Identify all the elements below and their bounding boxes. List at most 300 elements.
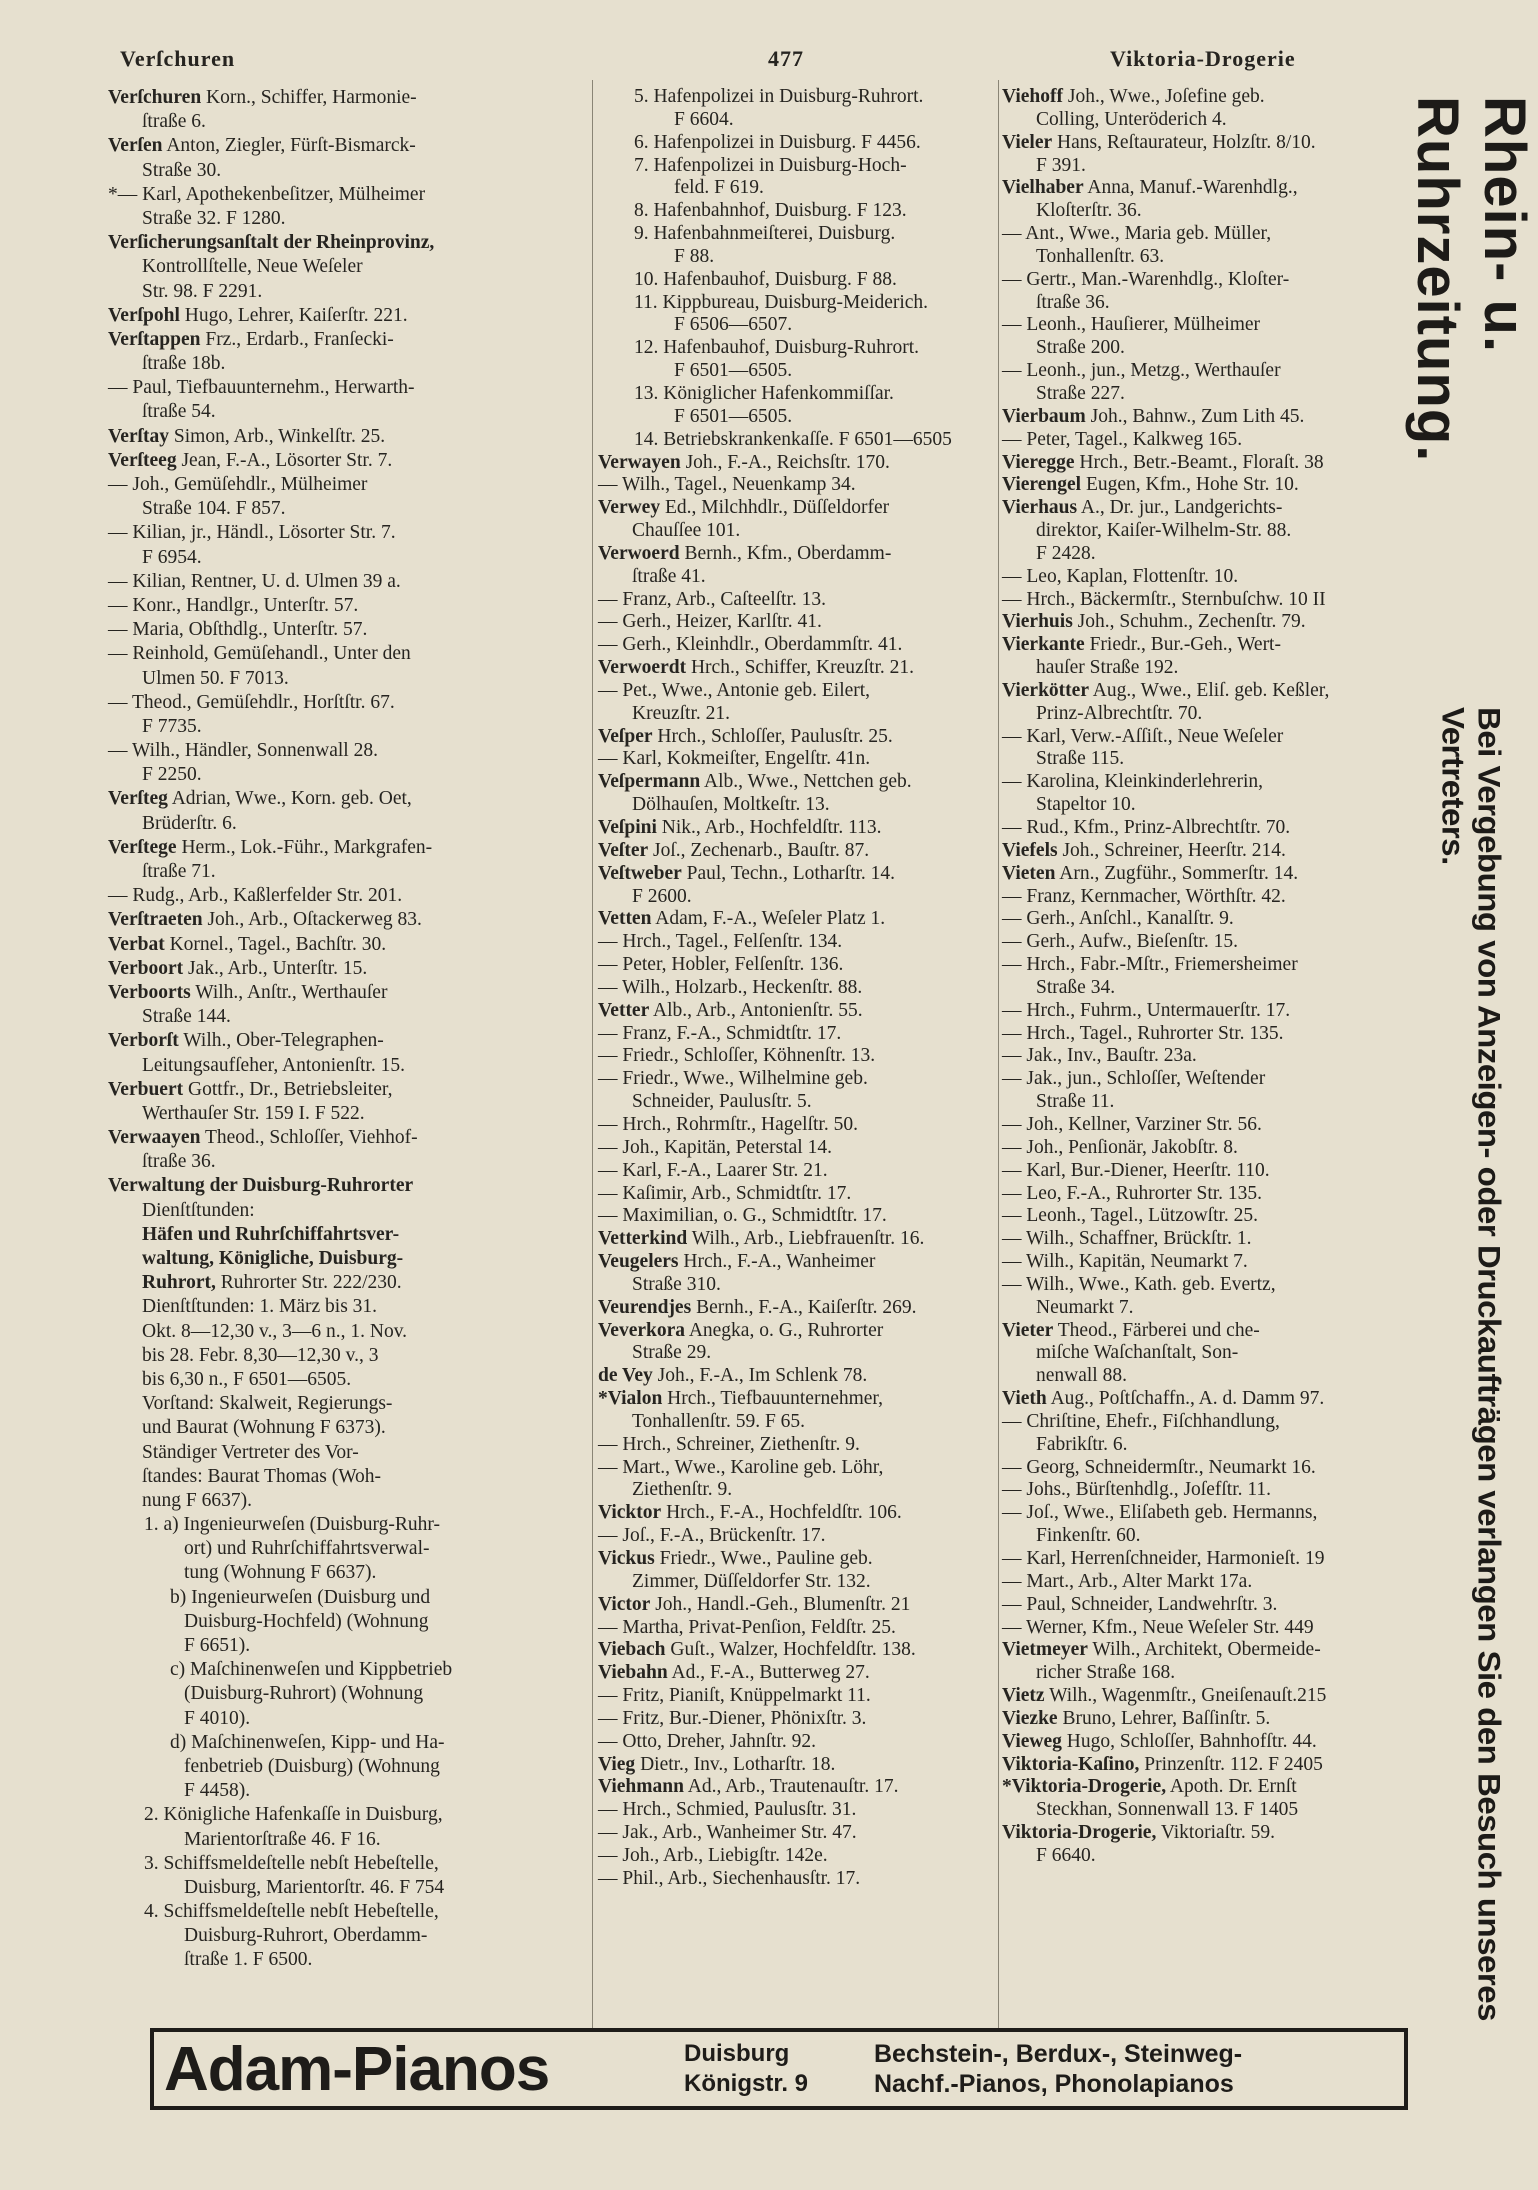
entry-details: Dienſtſtunden: xyxy=(142,1199,255,1221)
entry-details: Simon, Arb., Winkelſtr. 25. xyxy=(169,425,386,447)
directory-line xyxy=(108,1465,588,1489)
directory-line xyxy=(1002,543,1422,566)
entry-details: Hrch., F.-A., Hochfeldſtr. 106. xyxy=(661,1502,902,1524)
entry-details: Adrian, Wwe., Korn. geb. Oet, xyxy=(167,788,412,810)
directory-line xyxy=(1002,177,1422,200)
entry-details: — Gerh., Heizer, Karlſtr. 41. xyxy=(598,611,822,633)
entry-details: — Leonh., Hauſierer, Mülheimer xyxy=(1002,314,1261,336)
entry-details: — Chriſtine, Ehefr., Fiſchhandlung, xyxy=(1002,1410,1280,1432)
entry-name: Veſter xyxy=(598,839,649,861)
entry-details: ſtraße 1. F 6500. xyxy=(184,1949,313,1971)
entry-details: Joh., Arb., Oſtackerweg 83. xyxy=(202,909,422,931)
entry-details: — Reinhold, Gemüſehandl., Unter den xyxy=(108,643,411,665)
directory-line xyxy=(108,1755,588,1779)
entry-details: — Joh., Kellner, Varziner Str. 56. xyxy=(1002,1113,1262,1135)
entry-name: Verſtege xyxy=(108,836,177,858)
entry-details: Dienſtſtunden: 1. März bis 31. xyxy=(142,1296,378,1318)
directory-line xyxy=(1002,657,1422,680)
entry-name: Vieregge xyxy=(1002,451,1075,473)
directory-line xyxy=(1002,1411,1422,1434)
directory-line xyxy=(108,884,588,908)
directory-line xyxy=(1002,817,1422,840)
directory-line xyxy=(108,1876,588,1900)
directory-line xyxy=(598,657,998,680)
entry-details: Straße 11. xyxy=(1036,1091,1115,1113)
entry-details: ſtraße 41. xyxy=(632,565,706,587)
directory-line xyxy=(598,246,998,269)
directory-line xyxy=(108,1537,588,1561)
directory-line xyxy=(598,771,998,794)
directory-line xyxy=(598,1365,998,1388)
directory-line xyxy=(598,360,998,383)
directory-line xyxy=(598,1205,998,1228)
directory-line xyxy=(108,546,588,570)
entry-details: Fabrikſtr. 6. xyxy=(1036,1433,1128,1455)
entry-details: Ed., Milchhdlr., Düſſeldorfer xyxy=(660,497,890,519)
directory-line xyxy=(598,1525,998,1548)
entry-details: Straße 29. xyxy=(632,1342,712,1364)
entry-name: *Viktoria-Drogerie, xyxy=(1002,1776,1167,1798)
directory-line xyxy=(1002,360,1422,383)
directory-line xyxy=(1002,109,1422,132)
entry-details: — Theod., Gemüſehdlr., Horſtſtr. 67. xyxy=(108,691,395,713)
entry-details: Prinzenſtr. 112. F 2405 xyxy=(1139,1753,1323,1775)
directory-line xyxy=(598,611,998,634)
directory-line xyxy=(598,497,998,520)
entry-details: — Wilh., Tagel., Neuenkamp 34. xyxy=(598,474,856,496)
entry-details: Hans, Reſtaurateur, Holzſtr. 8/10. xyxy=(1052,131,1316,153)
directory-line xyxy=(1002,246,1422,269)
directory-line xyxy=(1002,1594,1422,1617)
entry-details: — Wilh., Kapitän, Neumarkt 7. xyxy=(1002,1251,1248,1273)
entry-details: — Peter, Tagel., Kalkweg 165. xyxy=(1002,428,1243,450)
entry-name: Vetter xyxy=(598,999,650,1021)
directory-line xyxy=(598,863,998,886)
entry-details: Brüderſtr. 6. xyxy=(142,812,237,834)
directory-line xyxy=(108,1731,588,1755)
entry-details: Kontrollſtelle, Neue Weſeler xyxy=(142,256,363,278)
directory-line xyxy=(1002,292,1422,315)
entry-details: Straße 144. xyxy=(142,1006,231,1028)
entry-details: Neumarkt 7. xyxy=(1036,1296,1134,1318)
directory-line xyxy=(108,1586,588,1610)
directory-line xyxy=(598,589,998,612)
directory-line xyxy=(598,817,998,840)
entry-name: Verbuert xyxy=(108,1078,184,1100)
directory-line xyxy=(1002,1502,1422,1525)
entry-details: — Franz, Arb., Caſteelſtr. 13. xyxy=(598,588,827,610)
side-ad-title: Rhein- u. Ruhrzeitung. xyxy=(1405,96,1537,463)
entry-details: — Wilh., Wwe., Kath. geb. Evertz, xyxy=(1002,1273,1276,1295)
entry-details: Tonhallenſtr. 63. xyxy=(1036,245,1165,267)
entry-details: Wilh., Anſtr., Werthauſer xyxy=(190,981,388,1003)
directory-line xyxy=(108,1803,588,1827)
entry-details: — Joſ., Wwe., Eliſabeth geb. Hermanns, xyxy=(1002,1502,1318,1524)
entry-details: Dölhauſen, Moltkeſtr. 13. xyxy=(632,794,830,816)
entry-details: 10. Hafenbauhof, Duisburg. F 88. xyxy=(634,268,897,290)
entry-name: Verſtraeten xyxy=(108,909,203,931)
entry-details: Wilh., Wagenmſtr., Gneiſenauſt.215 xyxy=(1044,1685,1327,1707)
ad-location xyxy=(684,2039,874,2099)
entry-details: Finkenſtr. 60. xyxy=(1036,1525,1141,1547)
entry-details: 2. Königliche Hafenkaſſe in Duisburg, xyxy=(144,1804,443,1826)
entry-details: — Hrch., Schreiner, Ziethenſtr. 9. xyxy=(598,1433,860,1455)
entry-details: Steckhan, Sonnenwall 13. F 1405 xyxy=(1036,1799,1299,1821)
entry-details: — Karl, Herrenſchneider, Harmonieſt. 19 xyxy=(1002,1548,1325,1569)
entry-details: Bernh., Kfm., Oberdamm- xyxy=(679,542,892,564)
directory-line xyxy=(1002,1662,1422,1685)
entry-details: Apoth. Dr. Ernſt xyxy=(1166,1776,1297,1798)
entry-details: Ad., Arb., Trautenauſtr. 17. xyxy=(683,1776,899,1798)
entry-name: waltung, Königliche, Duisburg- xyxy=(142,1248,404,1269)
entry-details: 3. Schiffsmeldeſtelle nebſt Hebeſtelle, xyxy=(144,1852,439,1874)
directory-line xyxy=(598,1548,998,1571)
entry-details: — Georg, Schneidermſtr., Neumarkt 16. xyxy=(1002,1456,1316,1478)
directory-line xyxy=(1002,1434,1422,1457)
directory-line xyxy=(108,642,588,666)
entry-details: Straße 104. F 857. xyxy=(142,498,286,520)
entry-details: — Joh., Arb., Liebigſtr. 142e. xyxy=(598,1844,828,1866)
entry-details: Straße 32. F 1280. xyxy=(142,207,286,229)
directory-line xyxy=(598,1342,998,1365)
entry-name: Verwaltung der Duisburg-Ruhrorter xyxy=(108,1175,414,1197)
directory-line xyxy=(1002,200,1422,223)
entry-name: Veverkora xyxy=(598,1319,686,1341)
directory-line xyxy=(1002,1114,1422,1137)
ad-brand: Adam-Pianos xyxy=(164,2034,550,2104)
directory-line xyxy=(108,280,588,304)
entry-details: — Hrch., Tagel., Felſenſtr. 134. xyxy=(598,931,843,953)
entry-details: ſtraße 36. xyxy=(142,1151,216,1173)
directory-line xyxy=(598,1045,998,1068)
directory-line xyxy=(1002,1708,1422,1731)
directory-line xyxy=(108,1174,588,1198)
entry-details: Straße 115. xyxy=(1036,748,1125,770)
directory-line xyxy=(108,1368,588,1392)
entry-details: — Franz, Kernmacher, Wörthſtr. 42. xyxy=(1002,885,1286,907)
directory-line xyxy=(108,570,588,594)
directory-line xyxy=(1002,863,1422,886)
entry-details: Prinz-Albrechtſtr. 70. xyxy=(1036,702,1203,724)
directory-line xyxy=(108,1416,588,1440)
entry-details: Straße 34. xyxy=(1036,976,1116,998)
entry-name: Veurendjes xyxy=(598,1296,692,1318)
directory-line xyxy=(108,1271,588,1295)
entry-details: Okt. 8—12,30 v., 3—6 n., 1. Nov. xyxy=(142,1320,408,1342)
directory-line xyxy=(598,1068,998,1091)
entry-details: — Karl, Verw.-Aſſiſt., Neue Weſeler xyxy=(1002,725,1284,747)
directory-line xyxy=(108,449,588,473)
directory-line xyxy=(108,1707,588,1731)
entry-name: Vieter xyxy=(1002,1319,1054,1341)
directory-line xyxy=(108,836,588,860)
entry-details: — Jak., jun., Schloſſer, Weſtender xyxy=(1002,1068,1266,1090)
entry-details: — Leonh., Tagel., Lützowſtr. 25. xyxy=(1002,1205,1259,1227)
directory-line xyxy=(1002,155,1422,178)
entry-details: — Otto, Dreher, Jahnſtr. 92. xyxy=(598,1730,817,1752)
entry-details: Arn., Zugführ., Sommerſtr. 14. xyxy=(1055,862,1299,884)
entry-details: F 88. xyxy=(674,245,715,267)
entry-details: F 7735. xyxy=(142,715,202,737)
directory-line xyxy=(598,474,998,497)
entry-details: Joh., Schuhm., Zechenſtr. 79. xyxy=(1072,611,1306,633)
directory-line xyxy=(108,1924,588,1948)
entry-name: Verboorts xyxy=(108,981,191,1003)
entry-details: — Kilian, jr., Händl., Lösorter Str. 7. xyxy=(108,522,396,544)
entry-details: — Johs., Bürſtenhdlg., Joſefſtr. 11. xyxy=(1002,1479,1272,1501)
bottom-advertisement xyxy=(150,2028,1408,2110)
directory-line xyxy=(598,1799,998,1822)
directory-line xyxy=(108,1054,588,1078)
directory-line xyxy=(598,1251,998,1274)
entry-details: Nik., Arb., Hochfeldſtr. 113. xyxy=(656,817,882,838)
directory-line xyxy=(108,1344,588,1368)
directory-line xyxy=(598,452,998,475)
entry-name: Victor xyxy=(598,1593,651,1615)
entry-details: ſtraße 54. xyxy=(142,401,216,423)
directory-line xyxy=(1002,589,1422,612)
directory-line xyxy=(1002,1639,1422,1662)
entry-details: Joh., F.-A., Reichsſtr. 170. xyxy=(680,451,890,473)
entry-details: F 4458). xyxy=(184,1780,251,1802)
directory-line xyxy=(598,1183,998,1206)
entry-details: 14. Betriebskrankenkaſſe. F 6501—6505 xyxy=(634,428,952,450)
directory-line xyxy=(108,667,588,691)
directory-line xyxy=(598,1388,998,1411)
entry-details: — Gerh., Aufw., Bieſenſtr. 15. xyxy=(1002,931,1238,953)
directory-line xyxy=(108,1320,588,1344)
entry-name: Veſtweber xyxy=(598,862,682,884)
entry-name: Verboort xyxy=(108,957,184,979)
entry-details: — Kilian, Rentner, U. d. Ulmen 39 a. xyxy=(108,570,401,592)
directory-line xyxy=(598,86,998,109)
ad-products-line: Bechstein-, Berdux-, Steinweg- xyxy=(874,2040,1243,2068)
entry-details: fenbetrieb (Duisburg) (Wohnung xyxy=(184,1755,440,1777)
directory-line xyxy=(598,1457,998,1480)
directory-line xyxy=(1002,1457,1422,1480)
directory-line xyxy=(108,400,588,424)
directory-line xyxy=(1002,1342,1422,1365)
directory-line xyxy=(1002,840,1422,863)
directory-line xyxy=(108,521,588,545)
entry-details: Aug., Poſtſchaffn., A. d. Damm 97. xyxy=(1046,1388,1325,1410)
entry-name: Viktoria-Kaſino, xyxy=(1002,1753,1140,1775)
ad-products-line: Nachf.-Pianos, Phonolapianos xyxy=(874,2070,1234,2098)
directory-line xyxy=(1002,1754,1422,1777)
directory-line xyxy=(1002,132,1422,155)
entry-details: — Wilh., Schaffner, Brückſtr. 1. xyxy=(1002,1228,1252,1250)
directory-line xyxy=(598,1754,998,1777)
entry-details: Friedr., Bur.-Geh., Wert- xyxy=(1084,634,1281,656)
entry-details: — Martha, Privat-Penſion, Feldſtr. 25. xyxy=(598,1616,896,1638)
entry-details: F 4010). xyxy=(184,1707,251,1729)
entry-details: Bernh., F.-A., Kaiſerſtr. 269. xyxy=(691,1296,917,1318)
entry-details: Hugo, Lehrer, Kaiſerſtr. 221. xyxy=(179,304,408,326)
entry-details: F 391. xyxy=(1036,154,1086,176)
entry-details: 8. Hafenbahnhof, Duisburg. F 123. xyxy=(634,200,907,222)
entry-details: feld. F 619. xyxy=(674,177,764,199)
entry-details: Kornel., Tagel., Bachſtr. 30. xyxy=(164,933,387,955)
entry-details: F 6651). xyxy=(184,1635,251,1656)
directory-line xyxy=(108,1513,588,1537)
entry-name: Viebahn xyxy=(598,1662,668,1684)
entry-details: Wilh., Architekt, Obermeide- xyxy=(1087,1639,1321,1661)
directory-line xyxy=(1002,771,1422,794)
entry-details: ſtraße 71. xyxy=(142,861,216,882)
directory-line xyxy=(108,328,588,352)
entry-name: Verſicherungsanſtalt der Rheinprovinz, xyxy=(108,232,435,254)
entry-details: Jean, F.-A., Lösorter Str. 7. xyxy=(176,449,393,471)
entry-details: — Paul, Tiefbauunternehm., Herwarth- xyxy=(108,377,415,399)
entry-name: Verwayen xyxy=(598,451,681,473)
directory-line xyxy=(1002,1228,1422,1251)
entry-details: Bruno, Lehrer, Baſſinſtr. 5. xyxy=(1057,1707,1271,1729)
entry-details: F 6954. xyxy=(142,546,202,568)
column-3 xyxy=(1002,86,1422,1868)
entry-details: Zimmer, Düſſeldorfer Str. 132. xyxy=(632,1570,871,1592)
entry-name: Vieten xyxy=(1002,862,1056,884)
directory-line xyxy=(1002,1571,1422,1594)
entry-details: — Jak., Inv., Bauſtr. 23a. xyxy=(1002,1045,1197,1067)
directory-line xyxy=(598,292,998,315)
entry-name: Viehmann xyxy=(598,1776,684,1798)
directory-line xyxy=(1002,611,1422,634)
directory-line xyxy=(1002,452,1422,475)
directory-line xyxy=(108,473,588,497)
directory-line xyxy=(108,352,588,376)
entry-details: Anegka, o. G., Ruhrorter xyxy=(685,1319,884,1341)
entry-details: Chauſſee 101. xyxy=(632,520,741,542)
entry-details: 6. Hafenpolizei in Duisburg. F 4456. xyxy=(634,131,921,153)
entry-details: 7. Hafenpolizei in Duisburg-Hoch- xyxy=(634,154,907,176)
directory-line xyxy=(108,1126,588,1150)
entry-details: Joh., Bahnw., Zum Lith 45. xyxy=(1085,405,1305,427)
directory-line xyxy=(1002,314,1422,337)
entry-details: — Konr., Handlgr., Unterſtr. 57. xyxy=(108,594,359,616)
directory-line xyxy=(1002,726,1422,749)
entry-details: — Paul, Schneider, Landwehrſtr. 3. xyxy=(1002,1593,1278,1615)
entry-details: Herm., Lok.-Führ., Markgrafen- xyxy=(176,836,433,858)
entry-details: — Karl, Kokmeiſter, Engelſtr. 41n. xyxy=(598,748,871,770)
entry-name: Vierbaum xyxy=(1002,405,1086,427)
entry-details: Duisburg-Hochfeld) (Wohnung xyxy=(184,1610,429,1632)
entry-details: Werthauſer Str. 159 I. F 522. xyxy=(142,1102,365,1124)
entry-name: Verſteeg xyxy=(108,449,177,471)
entry-details: Paul, Techn., Lotharſtr. 14. xyxy=(681,862,896,884)
entry-details: Theod., Färberei und che- xyxy=(1053,1319,1260,1341)
entry-details: Wilh., Ober-Telegraphen- xyxy=(178,1030,384,1052)
directory-line xyxy=(598,269,998,292)
directory-line xyxy=(1002,977,1422,1000)
entry-name: Viebach xyxy=(598,1639,666,1661)
entry-details: Anna, Manuf.-Warenhdlg., xyxy=(1083,177,1298,199)
column-divider xyxy=(592,80,593,2030)
entry-details: — Phil., Arb., Siechenhausſtr. 17. xyxy=(598,1867,861,1889)
entry-name: Viktoria-Drogerie, xyxy=(1002,1822,1157,1844)
directory-line xyxy=(598,1274,998,1297)
directory-line xyxy=(1002,1251,1422,1274)
directory-line xyxy=(598,566,998,589)
entry-name: Veſper xyxy=(598,725,653,747)
entry-details: Marientorſtraße 46. F 16. xyxy=(184,1828,381,1850)
entry-details: Joh., Handl.-Geh., Blumenſtr. 21 xyxy=(650,1593,911,1615)
entry-name: Vicktor xyxy=(598,1502,662,1524)
directory-line xyxy=(1002,1845,1422,1868)
entry-details: *— Karl, Apothekenbeſitzer, Mülheimer xyxy=(108,183,426,205)
entry-details: — Mart., Wwe., Karoline geb. Löhr, xyxy=(598,1456,884,1478)
entry-details: 9. Hafenbahnmeiſterei, Duisburg. xyxy=(634,223,896,245)
entry-details: F 6604. xyxy=(674,108,734,130)
entry-details: Aug., Wwe., Eliſ. geb. Keßler, xyxy=(1088,679,1330,701)
entry-details: — Maria, Obſthdlg., Unterſtr. 57. xyxy=(108,619,368,641)
entry-details: Jak., Arb., Unterſtr. 15. xyxy=(183,957,368,979)
directory-line xyxy=(108,1561,588,1585)
directory-line xyxy=(1002,1388,1422,1411)
directory-line xyxy=(598,177,998,200)
entry-details: 1. a) Ingenieurweſen (Duisburg-Ruhr- xyxy=(144,1514,440,1536)
entry-details: — Rud., Kfm., Prinz-Albrechtſtr. 70. xyxy=(1002,817,1291,838)
directory-line xyxy=(598,886,998,909)
entry-name: Vieth xyxy=(1002,1388,1047,1410)
entry-details: Joh., F.-A., Im Schlenk 78. xyxy=(652,1365,868,1387)
side-advertisement xyxy=(1405,96,1537,2086)
directory-line xyxy=(1002,269,1422,292)
directory-line xyxy=(108,1900,588,1924)
entry-details: — Karolina, Kleinkinderlehrerin, xyxy=(1002,771,1263,793)
directory-line xyxy=(1002,1183,1422,1206)
directory-line xyxy=(1002,1822,1422,1845)
directory-line xyxy=(598,1320,998,1343)
directory-line xyxy=(1002,703,1422,726)
entry-details: Duisburg-Ruhrort, Oberdamm- xyxy=(184,1925,428,1947)
entry-details: (Duisburg-Ruhrort) (Wohnung xyxy=(184,1683,424,1705)
directory-line xyxy=(108,787,588,811)
entry-name: Vierhaus xyxy=(1002,497,1078,519)
directory-line xyxy=(108,1102,588,1126)
entry-details: ſtandes: Baurat Thomas (Woh- xyxy=(142,1465,382,1487)
directory-line xyxy=(598,748,998,771)
entry-details: Gottfr., Dr., Betriebsleiter, xyxy=(183,1078,393,1100)
entry-name: Viezke xyxy=(1002,1707,1058,1729)
entry-name: Verſteg xyxy=(108,788,168,810)
entry-details: — Friedr., Schloſſer, Köhnenſtr. 13. xyxy=(598,1045,876,1067)
directory-line xyxy=(108,933,588,957)
entry-details: Kreuzſtr. 21. xyxy=(632,702,731,724)
entry-details: nenwall 88. xyxy=(1036,1365,1127,1387)
entry-name: Vetten xyxy=(598,908,652,930)
entry-name: Verwey xyxy=(598,497,661,519)
entry-name: Verſen xyxy=(108,135,163,157)
entry-details: Str. 98. F 2291. xyxy=(142,280,263,302)
directory-line xyxy=(598,1023,998,1046)
directory-line xyxy=(1002,1731,1422,1754)
directory-line xyxy=(598,1868,998,1891)
entry-details: F 6506—6507. xyxy=(674,314,793,336)
directory-line xyxy=(1002,1617,1422,1640)
entry-details: Vorſtand: Skalweit, Regierungs- xyxy=(142,1393,393,1415)
entry-details: Joſ., Zechenarb., Bauſtr. 87. xyxy=(648,839,870,861)
entry-details: Eugen, Kfm., Hohe Str. 10. xyxy=(1081,474,1299,496)
directory-line xyxy=(598,931,998,954)
directory-line xyxy=(1002,1205,1422,1228)
directory-line xyxy=(598,1822,998,1845)
directory-line xyxy=(108,183,588,207)
directory-line xyxy=(598,726,998,749)
directory-line xyxy=(1002,1068,1422,1091)
directory-line xyxy=(108,1682,588,1706)
entry-details: richer Straße 168. xyxy=(1036,1662,1176,1684)
entry-details: Hrch., Tiefbauunternehmer, xyxy=(662,1388,884,1410)
